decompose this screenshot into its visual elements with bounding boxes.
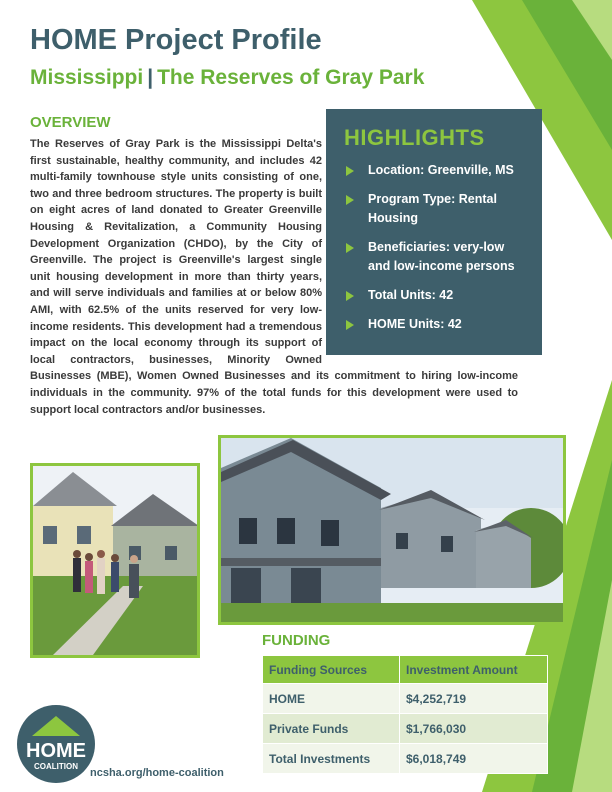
highlight-text: Location: Greenville, MS <box>368 163 514 177</box>
photo-townhouses <box>218 435 566 625</box>
footer-url[interactable]: ncsha.org/home-coalition <box>90 767 224 779</box>
highlight-text: Total Units: 42 <box>368 288 454 302</box>
highlight-item-home-units <box>344 315 528 334</box>
photo-visitors-walking <box>30 463 200 658</box>
funding-heading: FUNDING <box>262 632 331 649</box>
highlight-text: HOME Units: 42 <box>368 317 462 331</box>
highlight-item-total-units <box>344 286 528 305</box>
home-coalition-logo <box>16 704 96 784</box>
page-title: HOME Project Profile <box>30 24 322 56</box>
column-header-funding-sources: Funding Sources <box>263 656 400 684</box>
highlight-item-location <box>344 161 528 180</box>
highlight-text: Program Type: Rental Housing <box>368 192 497 225</box>
logo-text-home: HOME <box>26 740 86 762</box>
overview-heading: OVERVIEW <box>30 114 111 131</box>
highlight-item-beneficiaries <box>344 238 528 276</box>
investment-amount-cell: $1,766,030 <box>400 714 548 744</box>
table-header-row <box>263 656 548 684</box>
table-row <box>263 684 548 714</box>
funding-source-cell: Total Investments <box>263 744 400 774</box>
column-header-investment-amount: Investment Amount <box>400 656 548 684</box>
logo-text-coalition: COALITION <box>34 762 78 771</box>
arrow-bullet-icon <box>346 320 354 330</box>
investment-amount-cell: $6,018,749 <box>400 744 548 774</box>
funding-source-cell: HOME <box>263 684 400 714</box>
project-name: The Reserves of Gray Park <box>157 66 425 89</box>
highlights-list <box>344 161 528 334</box>
arrow-bullet-icon <box>346 195 354 205</box>
page-subtitle <box>30 66 424 90</box>
arrow-bullet-icon <box>346 243 354 253</box>
funding-source-cell: Private Funds <box>263 714 400 744</box>
highlights-box <box>326 109 542 355</box>
arrow-bullet-icon <box>346 166 354 176</box>
arrow-bullet-icon <box>346 291 354 301</box>
table-row <box>263 744 548 774</box>
table-row <box>263 714 548 744</box>
funding-table <box>262 655 548 774</box>
investment-amount-cell: $4,252,719 <box>400 684 548 714</box>
state-name: Mississippi <box>30 66 144 89</box>
highlight-text: Beneficiaries: very-low and low-income persons <box>368 240 515 273</box>
subtitle-separator: | <box>147 66 154 89</box>
highlights-heading: HIGHLIGHTS <box>344 125 485 150</box>
overview-body: The Reserves of Gray Park is the Mississippi Delta's first sustainable, healthy community, and includes 42 multi-family townhouse style units consisting of one, two and three bedroom structures. The property is built on eight acres of land donated to Greater Greenville Housing & Revitalization, a Community Housing Development Organization (CHDO), by the City of Greenville. The project is Greenville's largest single unit housing development in more than thirty years, and will serve individuals and families at or below 80% AMI, with 62.5% of the units reserved for very low-income residents. This development had a tremendous impact on the local economy through its support of local contractors, businesses, Minority Owned Businesses (MBE), Women Owned Businesses and its commitment to hiring low-income individuals in the community. 97% of the total funds for this development were used to support local contractors and/or businesses. <box>30 138 518 416</box>
highlight-item-program-type <box>344 190 528 228</box>
